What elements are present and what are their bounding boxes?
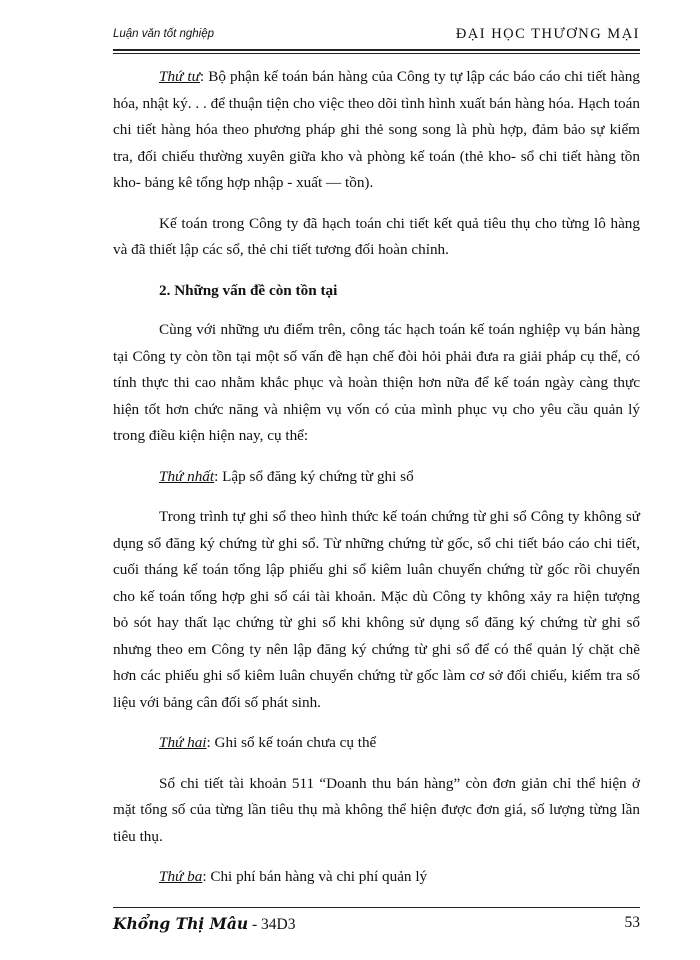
- header-rule: [113, 49, 640, 51]
- label-thu-ba: Thứ ba: [159, 868, 203, 885]
- paragraph-4: Trong trình tự ghi sổ theo hình thức kế toán chứng từ ghi sổ Công ty không sử dụng sổ đăng ký chứng từ ghi sổ. Từ những chứng từ gốc, sổ chi tiết báo cáo chi tiết, cuối tháng kế toán tổng lập phiếu ghi sổ kiêm luân chuyển chứng từ gốc rồi chuyển cho kế toán tổng hợp ghi sổ cái tài khoản. Mặc dù Công ty không xảy ra hiện tượng bỏ sót hay thất lạc chứng từ ghi sổ khi không sử dụng sổ đăng ký chứng từ ghi sổ nhưng theo em Công ty nên lập đăng ký chứng từ ghi sổ để có thể quản lý chặt chẽ hơn các phiếu ghi sổ kiêm luân chuyển chứng từ gốc làm cơ sở đối chiếu, kiểm tra số liệu với bảng cân đối số phát sinh.: [113, 508, 640, 711]
- subheading-1-text: : Lập sổ đăng ký chứng từ ghi sổ: [214, 467, 414, 485]
- paragraph-3: Cùng với những ưu điểm trên, công tác hạch toán kế toán nghiệp vụ bán hàng tại Công ty còn tồn tại một số vấn đề hạn chế đòi hỏi phải đưa ra giải pháp cụ thể, có tính thực thi cao nhằm khắc phục và hoàn thiện hơn nữa để kế toán ngày càng thực hiện tốt hơn chức năng và nhiệm vụ vốn có của mình phục vụ cho yêu cầu quản lý trong điều kiện hiện nay, cụ thể:: [113, 321, 640, 444]
- subheading-2-text: : Ghi sổ kế toán chưa cụ thể: [206, 734, 377, 751]
- label-thu-nhat: Thứ nhất: [159, 467, 215, 485]
- page-body: [113, 64, 640, 905]
- author-name: Khổng Thị Mâu: [113, 914, 249, 933]
- label-thu-tu: Thứ tư: [159, 68, 200, 85]
- page-header: [113, 28, 640, 48]
- paragraph-1: [113, 64, 640, 197]
- header-left-title: Luận văn tốt nghiệp: [113, 28, 215, 40]
- author-class: - 34D3: [248, 916, 296, 933]
- paragraph-2: Kế toán trong Công ty đã hạch toán chi tiết kết quả tiêu thụ cho từng lô hàng và đã thiết lập các sổ, thẻ chi tiết tương đối hoàn chỉnh.: [113, 214, 640, 258]
- paragraph-5: Sổ chi tiết tài khoản 511 “Doanh thu bán hàng” còn đơn giản chỉ thể hiện ở mặt tổng số của từng lần tiêu thụ mà không thể hiện được đơn giá, số lượng từng lần tiêu thụ.: [113, 774, 640, 845]
- subheading-3-text: : Chi phí bán hàng và chi phí quản lý: [202, 868, 428, 885]
- page-number: 53: [624, 914, 640, 931]
- label-thu-hai: Thứ hai: [159, 734, 207, 751]
- footer-author: [113, 914, 296, 934]
- paragraph-1-text: : Bộ phận kế toán bán hàng của Công ty tự lập các báo cáo chi tiết hàng hóa, nhật ký. . . để thuận tiện cho việc theo dõi tình hình xuất bán hàng hóa. Hạch toán chi tiết hàng hóa theo phương pháp ghi thẻ song song là phù hợp, đảm bảo sự kiểm tra, đối chiếu thường xuyên giữa kho và phòng kế toán (thẻ kho- sổ chi tiết hàng tồn kho- bảng kê tổng hợp nhập - xuất — tồn).: [113, 68, 640, 191]
- subheading-1: [113, 464, 640, 491]
- subheading-3: [113, 864, 640, 891]
- footer-rule: [113, 907, 640, 908]
- subheading-2: [113, 730, 640, 757]
- header-rule-thin: [113, 53, 640, 54]
- section-heading: 2. Những vấn đề còn tồn tại: [159, 281, 338, 299]
- header-right-title: ĐẠI HỌC THƯƠNG MẠI: [455, 26, 640, 42]
